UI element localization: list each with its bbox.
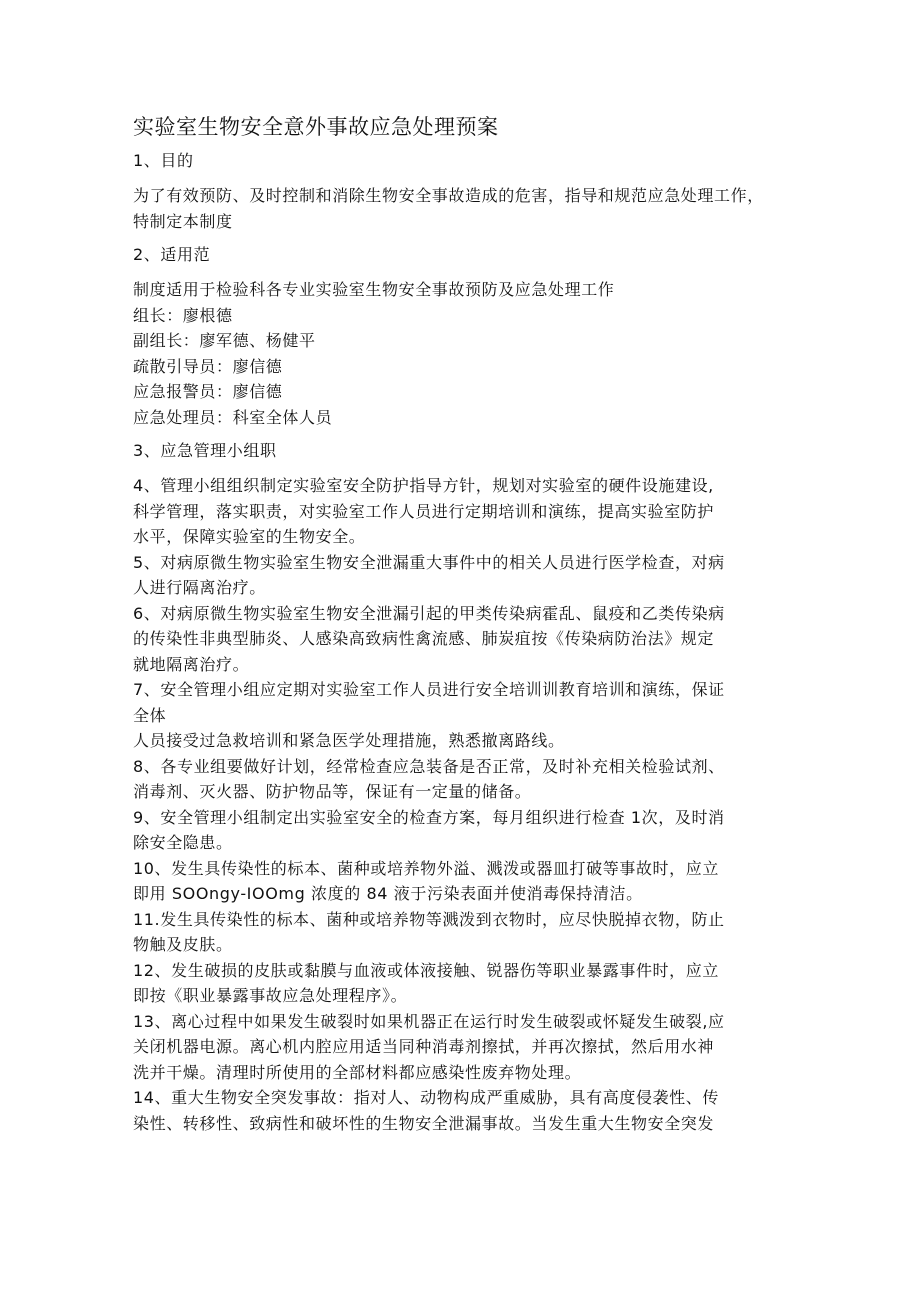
paragraph <box>133 1085 798 1136</box>
text-line: 6、对病原微生物实验室生物安全泄漏引起的甲类传染病霍乱、鼠疫和乙类传染病 <box>133 603 725 623</box>
text-line: 洗并干燥。清理时所使用的全部材料都应感染性废弃物处理。 <box>133 1062 582 1082</box>
paragraph <box>133 754 798 805</box>
text-line: 科学管理，落实职责，对实验室工作人员进行定期培训和演练，提高实验室防护 <box>133 501 715 521</box>
text-line: 染性、转移性、致病性和破坏性的生物安全泄漏事故。当发生重大生物安全突发 <box>133 1113 715 1133</box>
text-line: 13、离心过程中如果发生破裂时如果机器正在运行时发生破裂或怀疑发生破裂,应 <box>133 1011 725 1031</box>
text-line: 人进行隔离治疗。 <box>133 578 266 597</box>
text-line: 疏散引导员：廖信德 <box>133 356 283 376</box>
document-body <box>133 148 798 1136</box>
text-line: 为了有效预防、及时控制和消除生物安全事故造成的危害，指导和规范应急处理工作， <box>133 186 764 205</box>
text-line: 9、安全管理小组制定出实验室安全的检查方案，每月组织进行检查 1次，及时消 <box>133 807 725 827</box>
text-line: 8、各专业组要做好计划，经常检查应急装备是否正常，及时补充相关检验试剂、 <box>133 756 725 776</box>
text-line: 应急报警员：廖信德 <box>133 382 283 401</box>
text-line: 全体 <box>133 705 167 725</box>
text-line: 物触及皮肤。 <box>133 935 233 954</box>
text-line: 的传染性非典型肺炎、人感染高致病性禽流感、肺炭疽按《传染病防治法》规定 <box>133 629 715 648</box>
paragraph <box>133 601 798 678</box>
text-line: 组长：廖根德 <box>133 305 233 325</box>
paragraph <box>133 958 798 1009</box>
paragraph <box>133 550 798 601</box>
paragraph <box>133 183 798 234</box>
paragraph <box>133 473 798 550</box>
paragraph <box>133 805 798 856</box>
text-line: 制度适用于检验科各专业实验室生物安全事故预防及应急处理工作 <box>133 280 615 299</box>
section-heading <box>133 148 798 174</box>
text-line: 即按《职业暴露事故应急处理程序》。 <box>133 986 408 1005</box>
section-heading <box>133 438 798 464</box>
text-line: 7、安全管理小组应定期对实验室工作人员进行安全培训训教育培训和演练，保证 <box>133 680 725 699</box>
text-line: 4、管理小组组织制定实验室安全防护指导方针，规划对实验室的硬件设施建设, <box>133 476 714 495</box>
paragraph <box>133 907 798 958</box>
text-line: 10、发生具传染性的标本、菌种或培养物外溢、溅泼或器皿打破等事故时，应立 <box>133 858 719 878</box>
text-line: 即用 SOOngy-IOOmg 浓度的 84 液于污染表面并使消毒保持清洁。 <box>133 884 643 903</box>
text-line: 就地隔离治疗。 <box>133 654 250 674</box>
text-line: 3、应急管理小组职 <box>133 441 277 460</box>
document-title: 实验室生物安全意外事故应急处理预案 <box>133 115 499 139</box>
text-line: 副组长：廖军德、杨健平 <box>133 331 316 350</box>
text-line: 关闭机器电源。离心机内腔应用适当同种消毒剂擦拭，并再次擦拭，然后用水神 <box>133 1037 715 1056</box>
section-heading <box>133 242 798 268</box>
paragraph <box>133 856 798 907</box>
text-line: 11.发生具传染性的标本、菌种或培养物等溅泼到衣物时，应尽快脱掉衣物，防止 <box>133 909 725 929</box>
text-line: 水平，保障实验室的生物安全。 <box>133 527 366 546</box>
text-line: 消毒剂、灭火器、防护物品等，保证有一定量的储备。 <box>133 782 532 801</box>
paragraph <box>133 328 798 354</box>
text-line: 12、发生破损的皮肤或黏膜与血液或体液接触、锐器伤等职业暴露事件时，应立 <box>133 960 719 980</box>
document-page <box>133 112 798 1136</box>
text-line: 5、对病原微生物实验室生物安全泄漏重大事件中的相关人员进行医学检查，对病 <box>133 552 725 572</box>
paragraph <box>133 379 798 405</box>
text-line: 2、适用范 <box>133 245 211 264</box>
paragraph <box>133 303 798 329</box>
paragraph <box>133 677 798 754</box>
paragraph <box>133 405 798 431</box>
text-line: 人员接受过急救培训和紧急医学处理措施，熟悉撤离路线。 <box>133 731 565 750</box>
paragraph <box>133 1009 798 1086</box>
paragraph <box>133 354 798 380</box>
paragraph <box>133 277 798 303</box>
text-line: 应急处理员：科室全体人员 <box>133 407 333 427</box>
text-line: 特制定本制度 <box>133 211 233 231</box>
text-line: 除安全隐患。 <box>133 833 233 852</box>
text-line: 1、目的 <box>133 151 194 170</box>
text-line: 14、重大生物安全突发事故：指对人、动物构成严重威胁，具有高度侵袭性、传 <box>133 1088 719 1107</box>
